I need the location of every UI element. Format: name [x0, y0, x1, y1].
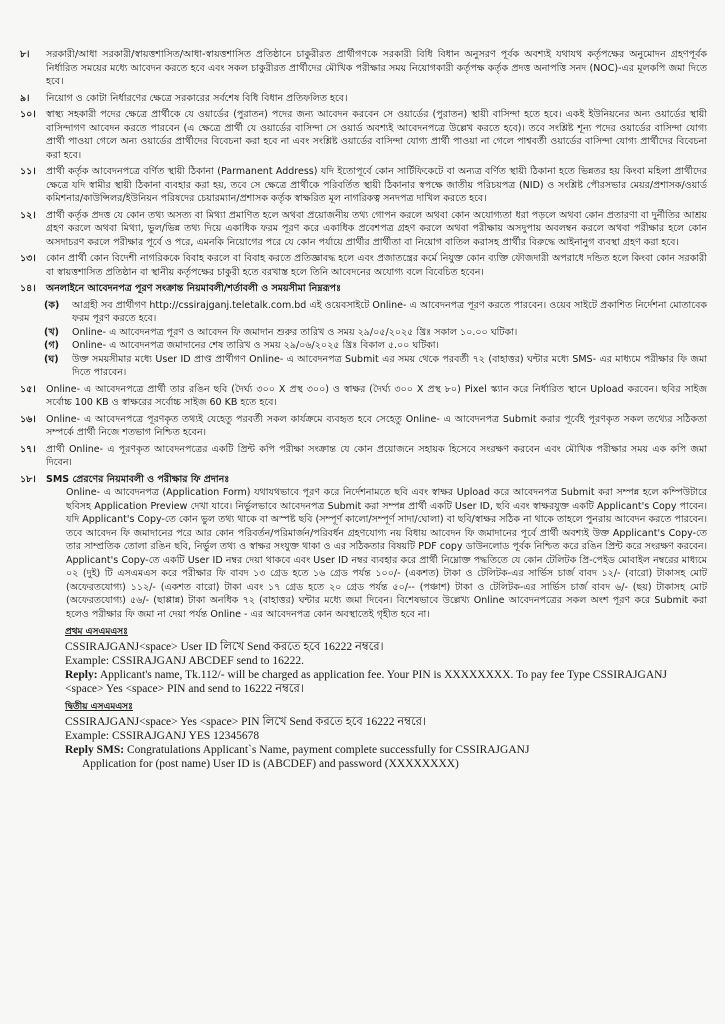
section-heading: SMS প্রেরণের নিয়মাবলী ও পরীক্ষার ফি প্রদানঃ [46, 473, 230, 485]
item-9 [20, 92, 707, 106]
item-number: ৯। [20, 92, 30, 104]
item-15 [20, 383, 707, 410]
sub-item-text: আগ্রহী সব প্রার্থীগণ http://cssirajganj.teletalk.com.bd এই ওয়েবসাইটে Online- এ আবেদনপত্র পূরণ করতে পারবেন। ওয়েব সাইটে প্রকাশিত নির্দেশনা মোতাবেক ফরম পূরণ করতে হবে। [72, 299, 707, 324]
item-text: স্বাস্থ্য সহকারী পদের ক্ষেত্রে প্রার্থীকে যে ওয়ার্ডের (পুরাতন) পদের জন্য আবেদন করবেন সে ওয়ার্ডের (পুরাতন) স্থায়ী বাসিন্দা হতে হবে। একই ইউনিয়নের অন্য ওয়ার্ডের স্থায়ী বাসিন্দাগণ আবেদন করতে পারবেন (এ ক্ষেত্রে প্রার্থী যে ওয়ার্ডের বাসিন্দা সে ওয়ার্ড অবশ্যই আবেদনপত্রে উল্লেখ করতে হবে)। তবে সংশ্লিষ্ট শূন্য পদের ওয়ার্ডের বাসিন্দা যোগ্য প্রার্থী পাওয়া গেলে অন্য ওয়ার্ডের প্রার্থীদের বিবেচনা করা হবে না এবং সংশ্লিষ্ট ওয়ার্ডের বাসিন্দা যোগ্য প্রার্থী পাওয়া না গেলে পাশ্ববর্তী ওয়ার্ডের বাসিন্দা যোগ্য প্রার্থীদের বিবেচনা করা হবে। [46, 109, 707, 161]
item-text: নিয়োগ ও কোটা নির্ধারণের ক্ষেত্রে সরকারের সর্বশেষ বিধি বিধান প্রতিফলিত হবে। [46, 92, 348, 104]
item-17 [20, 443, 707, 470]
first-sms-label: প্রথম এসএমএসঃ [65, 627, 128, 637]
second-sms-example: Example: CSSIRAJGANJ YES 12345678 [65, 730, 260, 742]
sub-item-text: উক্ত সময়সীমার মধ্যে User ID প্রাপ্ত প্রার্থীগণ Online- এ আবেদনপত্র Submit এর সময় থেকে পরবর্তী ৭২ (বাহাত্তর) ঘন্টার মধ্যে SMS- এর মাধ্যমে পরীক্ষার ফি জমা দিতে পারবেন। [72, 353, 707, 378]
item-text: Online- এ আবেদনপত্রে প্রার্থী তার রঙিন ছবি (দৈর্ঘ্য ৩০০ X প্রস্থ ৩০০) ও স্বাক্ষর (দৈর্ঘ্য ৩০০ X প্রস্থ ৮০) Pixel স্ক্যান করে নির্ধারিত স্থানে Upload করবেন। ছবির সাইজ সর্বোচ্চ 100 KB ও স্বাক্ষরের সর্বোচ্চ সাইজ 60 KB হতে হবে। [46, 383, 707, 408]
sub-item-number: (গ) [44, 340, 59, 351]
reply-label: Reply: [65, 669, 98, 681]
item-number: ১০। [20, 109, 36, 120]
item-16 [20, 413, 707, 440]
item-text: প্রার্থী Online- এ পূরণকৃত আবেদনপত্রের একটি প্রিন্ট কপি পরীক্ষা সংক্রান্ত যে কোন প্রয়োজনে সহায়ক হিসেবে সংরক্ষণ করবেন এবং মৌখিক পরীক্ষার সময় এক কপি জমা দিবেন। [46, 443, 707, 468]
reply-sms-label: Reply SMS: [65, 744, 125, 756]
second-sms-label: দ্বিতীয় এসএমএসঃ [65, 702, 133, 712]
reply-text: Applicant's name, Tk.112/- will be charged as application fee. Your PIN is XXXXXXXX. To pay fee Type CSSIRAJGANJ <space> Yes <space> PIN and send to 16222 নম্বরে। [65, 669, 667, 695]
item-12 [20, 209, 707, 250]
sub-item-number: (ঘ) [44, 353, 59, 365]
second-sms-reply [65, 743, 707, 757]
item-text: Online- এ আবেদনপত্রে পূরণকৃত তথ্যই যেহেতু পরবর্তী সকল কার্যক্রমে ব্যবহৃত হবে সেহেতু Online- এ আবেদনপত্র Submit করার পূর্বেই পূরণকৃত সকল তথ্যের সঠিকতা সম্পর্কে প্রার্থী নিজে শতভাগ নিশ্চিত হবেন। [46, 413, 707, 438]
item-13 [20, 252, 707, 279]
item-number: ১৬। [20, 413, 36, 425]
item-number: ৮। [20, 49, 30, 60]
sub-item-gha [44, 353, 707, 380]
item-number: ১৩। [20, 253, 36, 264]
item-10 [20, 108, 707, 162]
sub-item-number: (ক) [44, 299, 60, 311]
item-14 [20, 282, 707, 296]
sub-item-text: Online- এ আবেদনপত্র পূরণ ও আবেদন ফি জমাদান শুরুর তারিখ ও সময় ২৯/০৫/২০২৫ খ্রিঃ সকাল ১০.০০ ঘটিকা। [72, 326, 518, 338]
item-text: প্রার্থী কর্তৃক প্রদত্ত যে কোন তথ্য অসত্য বা মিথ্যা প্রমাণিত হলে অথবা প্রয়োজনীয় তথ্য গোপন করলে অথবা কোন অযোগ্যতা ধরা পড়লে অথবা কোন প্রতারণা বা দুর্নীতির আশ্রয় গ্রহণ করলে অথবা মিথ্যা, ভুল/ভিন্ন তথ্য দিয়ে একাধিক ফরম পূরণ করে একাধিক প্রবেশপত্র গ্রহণ করলে অথবা পরীক্ষায় অসদুপায় অবলম্বন করলে অথবা পরীক্ষার হলে কোন অসদাচরণ করলে পরীক্ষার পূর্বে ও পরে, এমনকি নিয়োগের পরে যে কোন পর্যায়ে প্রার্থীর প্রার্থীতা বা নিয়োগ বাতিল করাসহ প্রার্থীর বিরুদ্ধে আইনানুগ ব্যবস্থা গ্রহণ করা হবে। [46, 209, 707, 248]
item-text: প্রার্থী কর্তৃক আবেদনপত্রে বর্ণিত স্থায়ী ঠিকানা (Parmanent Address) যদি ইতোপূর্বে কোন সার্টিফিকেটে বা অন্যত্র বর্ণিত স্থায়ী ঠিকানা হতে ভিন্নতর হয় কিংবা মহিলা প্রার্থীদের ক্ষেত্রে যদি স্বামীর স্থায়ী ঠিকানা ব্যবহার করা হয়, তবে সে ক্ষেত্রে প্রার্থীকে পরিবর্তিত স্থায়ী ঠিকানার স্বপক্ষে জাতীয় পরিচয়পত্র (NID) ও সংশ্লিষ্ট পৌরসভার মেয়র/প্রশাসক/ওয়ার্ড কমিশনার/কাউন্সিলর/ইউনিয়ন পরিষদের চেয়ারম্যান/প্রশাসক কর্তৃক স্বাক্ষরিত মূল নাগরিকত্ব সনদপত্র দাখিল করতে হবে। [46, 166, 707, 204]
item-text: সরকারী/আধা সরকারী/স্বায়ত্তশাসিত/আধা-স্বায়ত্তশাসিত প্রতিষ্ঠানে চাকুরীরত প্রার্থীগণকে সরকারী বিধি বিধান অনুসরণ পূর্বক অবশ্যই যথাযথ কর্তৃপক্ষের অনুমোদন গ্রহণপূর্বক নির্ধারিত সময়ের মধ্যে আবেদন করতে হবে এবং সকল চাকুরীরত প্রার্থীদের মৌখিক পরীক্ষার সময় নিয়োগকারী কর্তৃপক্ষ কর্তৃক প্রদত্ত অনাপত্তি সনদ (NOC)-এর মূলকপি জমা দিতে হবে। [46, 49, 707, 87]
item-18 [20, 473, 707, 487]
sub-item-ka [44, 299, 707, 326]
item-number: ১১। [20, 166, 36, 177]
first-sms-example: Example: CSSIRAJGANJ ABCDEF send to 16222. [65, 655, 304, 667]
second-sms-command: CSSIRAJGANJ<space> Yes <space> PIN লিখে Send করতে হবে 16222 নম্বরে। [65, 716, 427, 728]
first-sms-reply [65, 668, 707, 696]
item-number: ১৮। [20, 473, 36, 485]
sub-item-number: (খ) [44, 326, 59, 338]
sms-instructions-paragraph: Online- এ আবেদনপত্র (Application Form) যথাযথভাবে পূরণ করে নির্দেশনামতে ছবি এবং স্বাক্ষর Upload করে আবেদনপত্র Submit করা সম্পন্ন হলে কম্পিউটারে ছবিসহ Application Preview দেখা যাবে। নির্ভুলভাবে আবেদনপত্র Submit করা সম্পন্ন প্রার্থী একটি User ID, ছবি এবং স্বাক্ষরযুক্ত একটি Applicant's Copy পাবেন। যদি Applicant's Copy-তে কোন ভুল তথ্য থাকে বা অস্পষ্ট ছবি (সম্পূর্ণ কালো/সম্পূর্ণ সাদা/ঘোলা) বা ছবি/স্বাক্ষর সঠিক না থাকে তাহলে পুনরায় আবেদন করতে পারবেন। তবে আবেদন ফি জমাদানের পরে আর কোন পরিবর্তন/পরিমার্জন/পরিবর্ধন গ্রহণযোগ্য নয় বিধায় আবেদন ফি জমাদানের পূর্বে প্রার্থী অবশ্যই উক্ত Applicant's Copy-তে তার সাম্প্রতিক তোলা রঙিন ছবি, নির্ভুল তথ্য ও স্বাক্ষর সংযুক্ত থাকা ও এর সঠিকতার বিষয়টি PDF copy ডাউনলোড পূর্বক নিশ্চিত করে রঙিন প্রিন্ট করে সংরক্ষণ করবেন। Applicant's Copy-তে একটি User ID নম্বর দেয়া থাকবে এবং User ID নম্বর ব্যবহার করে প্রার্থী নিম্নোক্ত পদ্ধতিতে যে কোন টেলিটক প্রি-পেইড মোবাইল নম্বরের মাধ্যমে ০২ (দুই) টি এসএমএস করে পরীক্ষার ফি বাবদ ১৩ গ্রেড হতে ১৬ গ্রেড পর্যন্ত ১০০/- (একশত) টাকা ও টেলিটক-এর সার্ভিস চার্জ বাবদ ১২/- (বারো) টাকাসহ মোট (অফেরতযোগ্য) ১১২/- (একশত বারো) টাকা এবং ১৭ গ্রেড হতে ২০ গ্রেড পর্যন্ত ৫০/-- (পঞ্চাশ) টাকা ও টেলিটক-এর সার্ভিস চার্জ বাবদ ৬/- (ছয়) টাকাসহ মোট (অফেরতযোগ্য) ৫৬/- (ছাপ্পান্ন) টাকা অনধিক ৭২ (বাহাত্তর) ঘন্টার মধ্যে জমা দিবেন। বিশেষভাবে উল্লেখ্য Online আবেদনপত্রের সকল অংশ পূরণ করে Submit করা হলেও পরীক্ষার ফি জমা না দেয়া পর্যন্ত Online - এর আবেদনপত্র কোন অবস্থাতেই গৃহীত হবে না। [66, 487, 707, 620]
second-sms-reply-continued: Application for (post name) User ID is (ABCDEF) and password (XXXXXXXX) [82, 758, 459, 770]
reply-sms-text: Congratulations Applicant`s Name, payment complete successfully for CSSIRAJGANJ [126, 744, 530, 756]
sub-item-kha [44, 326, 707, 340]
item-number: ১৭। [20, 443, 36, 455]
first-sms-command: CSSIRAJGANJ<space> User ID লিখে Send করতে হবে 16222 নম্বরে। [65, 641, 384, 653]
sub-item-ga [44, 339, 707, 353]
item-11 [20, 165, 707, 206]
item-8 [20, 48, 707, 89]
item-number: ১৫। [20, 383, 36, 395]
item-number: ১২। [20, 209, 36, 221]
item-number: ১৪। [20, 283, 36, 294]
sub-item-text: Online- এ আবেদনপত্র জমাদানের শেষ তারিখ ও সময় ২৯/০৬/২০২৫ খ্রিঃ বিকাল ৫.০০ ঘটিকা। [72, 340, 439, 351]
section-heading: অনলাইনে আবেদনপত্র পূরণ সংক্রান্ত নিয়মাবলী/শর্তাবলী ও সময়সীমা নিম্নরূপঃ [46, 283, 342, 294]
item-text: কোন প্রার্থী কোন বিদেশী নাগরিককে বিবাহ করলে বা বিবাহ করতে প্রতিজ্ঞাবদ্ধ হলে এবং প্রজাতন্ত্রের কর্মে নিযুক্ত কোন ব্যক্তি ফৌজদারী অপরাধে দন্ডিত হলে কিংবা কোন সরকারী বা স্বায়ত্তশাসিত প্রতিষ্ঠান বা স্থানীয় কর্তৃপক্ষের চাকুরী হতে বরখাস্ত হলে তিনি আবেদনের অযোগ্য বলে বিবেচিত হবেন। [46, 253, 707, 278]
